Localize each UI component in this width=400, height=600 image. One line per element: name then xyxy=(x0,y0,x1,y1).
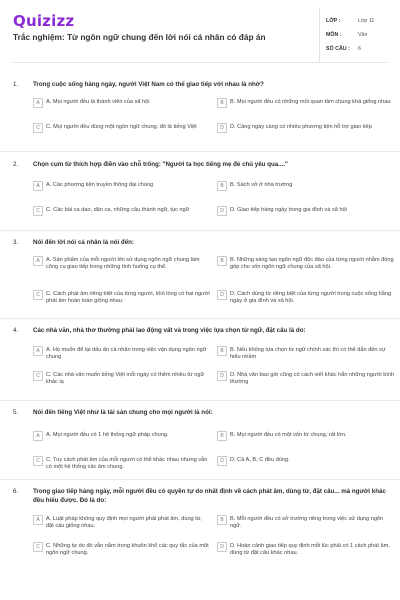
option-text: C. Mọi người đều dùng một ngôn ngữ chung, đó là tiếng Việt xyxy=(46,124,197,130)
question-number: 5. xyxy=(13,409,19,416)
option-letter-box[interactable]: D xyxy=(217,290,227,300)
question-4 xyxy=(13,326,395,386)
option-text: A. Sản phẩm của mỗi người khi sử dụng ngôn ngữ chung làm công cụ giao tiếp trong những tình huống cụ thể. xyxy=(46,257,200,271)
option-letter-box[interactable]: D xyxy=(217,456,227,466)
option-text: C. Các bài ca dao, dân ca, những câu thành ngữ, tục ngữ xyxy=(46,207,190,213)
option-text: A. Luật pháp không quy định mọi người phải phát âm, dùng từ, đặt câu giống nhau. xyxy=(46,516,203,530)
option-letter-box[interactable]: A xyxy=(33,256,43,266)
option-letter-box[interactable]: D xyxy=(217,371,227,381)
option-d[interactable] xyxy=(217,542,395,557)
option-letter-box[interactable]: A xyxy=(33,98,43,108)
option-b[interactable] xyxy=(217,98,395,106)
question-1 xyxy=(13,80,391,131)
option-a[interactable] xyxy=(33,515,211,530)
divider xyxy=(0,479,400,480)
option-letter-box[interactable]: C xyxy=(33,456,43,466)
option-text: D. Nhà văn bao giờ cũng có cách viết khác hẳn những người bình thường xyxy=(230,372,395,386)
option-letter-box[interactable]: B xyxy=(217,346,227,356)
question-number: 3. xyxy=(13,239,19,246)
option-d[interactable] xyxy=(217,290,395,305)
meta-grade xyxy=(326,18,387,32)
option-text: A. Mọi người đều là thành viên của xã hội xyxy=(46,99,150,105)
option-letter-box[interactable]: B xyxy=(217,98,227,108)
option-text: D. Hoàn cảnh giao tiếp quy định mỗi lúc phải có 1 cách phát âm, dùng từ đặt câu khác nhau. xyxy=(230,543,390,557)
option-letter-box[interactable]: A xyxy=(33,431,43,441)
meta-value: 6 xyxy=(358,46,361,52)
option-text: C. Những tự do đó vẫn nằm trong khuôn khổ các quy tắc của một ngôn ngữ chung. xyxy=(46,543,209,557)
option-text: D. Càng ngày càng có nhiều phương tiện hỗ trợ giao tiếp xyxy=(230,124,372,130)
option-letter-box[interactable]: A xyxy=(33,346,43,356)
option-text: C. Tuy cách phát âm của mỗi người có thể khác nhau nhưng vẫn có một hệ thống các âm chung. xyxy=(46,457,208,471)
option-b[interactable] xyxy=(217,346,395,361)
option-text: A. Các phương tiện truyền thông đại chúng xyxy=(46,182,154,188)
question-text: Nói đến tiếng Việt như là tài sản chung cho mọi người là nói: xyxy=(33,409,213,416)
option-text: C. Cách phát âm riêng biệt của từng người, khó lòng có hai người phát âm hoàn toàn giống nhau. xyxy=(46,291,210,305)
option-d[interactable] xyxy=(217,456,395,464)
option-text: B. Những sáng tạo ngôn ngữ độc đáo của từng người nhằm đóng góp cho vốn ngôn ngữ chung của xã hội. xyxy=(230,257,394,271)
option-letter-box[interactable]: B xyxy=(217,181,227,191)
option-b[interactable] xyxy=(217,515,395,530)
option-c[interactable] xyxy=(33,371,211,386)
option-text: A. Họ muốn để lại dấu ấn cá nhân trong việc vận dụng ngôn ngữ chung xyxy=(46,347,207,361)
option-letter-box[interactable]: C xyxy=(33,206,43,216)
meta-label: SỐ CÂU : xyxy=(326,46,350,52)
question-number: 1. xyxy=(13,81,19,88)
option-d[interactable] xyxy=(217,371,395,386)
divider xyxy=(0,400,400,401)
option-c[interactable] xyxy=(33,206,211,214)
divider xyxy=(0,230,400,231)
option-text: C. Các nhà văn muốn tiếng Việt mỗi ngày có thêm nhiều từ ngữ khác lạ xyxy=(46,372,205,386)
meta-box xyxy=(319,8,387,62)
option-text: B. Mọi người đều có một vốn từ chung, rất lớn. xyxy=(230,432,347,438)
option-b[interactable] xyxy=(217,256,395,271)
option-a[interactable] xyxy=(33,181,211,189)
divider xyxy=(0,318,400,319)
option-letter-box[interactable]: A xyxy=(33,181,43,191)
option-text: B. Nếu không lựa chọn từ ngữ chính xác thì có thể dẫn đến sự hiểu nhầm xyxy=(230,347,386,361)
question-3 xyxy=(13,238,394,305)
option-letter-box[interactable]: A xyxy=(33,515,43,525)
option-a[interactable] xyxy=(33,431,211,439)
option-letter-box[interactable]: C xyxy=(33,290,43,300)
question-text: Chọn cụm từ thích hợp điền vào chỗ trống: "Người ta học tiếng mẹ đẻ chủ yếu qua...." xyxy=(33,161,288,168)
option-letter-box[interactable]: D xyxy=(217,206,227,216)
option-text: B. Mỗi người đều có sở trường riêng trong việc sử dụng ngôn ngữ. xyxy=(230,516,384,530)
option-text: A. Mọi người đều có 1 hệ thống ngữ pháp chung. xyxy=(46,432,169,438)
option-c[interactable] xyxy=(33,123,211,131)
option-d[interactable] xyxy=(217,206,395,214)
option-letter-box[interactable]: B xyxy=(217,515,227,525)
question-text: Trong cuộc sống hàng ngày, người Việt Nam có thể giao tiếp với nhau là nhờ? xyxy=(33,81,264,88)
question-2 xyxy=(13,160,387,214)
option-letter-box[interactable]: C xyxy=(33,123,43,133)
meta-value: Lớp 11 xyxy=(358,18,375,24)
option-letter-box[interactable]: B xyxy=(217,256,227,266)
option-letter-box[interactable]: D xyxy=(217,123,227,133)
worksheet-header xyxy=(13,0,387,63)
meta-label: LỚP : xyxy=(326,18,341,24)
option-letter-box[interactable]: D xyxy=(217,542,227,552)
option-a[interactable] xyxy=(33,346,211,361)
question-6 xyxy=(13,487,390,557)
meta-question-count xyxy=(326,46,387,60)
option-text: D. Cách dùng từ riêng biệt của từng người trong cuộc sống hằng ngày ở gia đình và xã hội. xyxy=(230,291,392,305)
option-c[interactable] xyxy=(33,542,211,557)
option-c[interactable] xyxy=(33,290,211,305)
option-b[interactable] xyxy=(217,181,395,189)
divider xyxy=(0,151,400,152)
question-number: 4. xyxy=(13,327,19,334)
option-d[interactable] xyxy=(217,123,395,131)
meta-subject xyxy=(326,32,387,46)
question-text: Nói đến lời nói cá nhân là nói đến: xyxy=(33,239,134,246)
option-letter-box[interactable]: C xyxy=(33,371,43,381)
quizizz-logo: Quizizz xyxy=(13,12,75,30)
question-5 xyxy=(13,408,387,471)
option-text: B. Mọi người đều có những mối quan tâm chung khá giống nhau xyxy=(230,99,391,105)
question-number: 6. xyxy=(13,488,19,495)
option-letter-box[interactable]: B xyxy=(217,431,227,441)
meta-value: Văn xyxy=(358,32,368,38)
option-text: D. Cả A, B, C đều đúng. xyxy=(230,457,290,463)
option-b[interactable] xyxy=(217,431,395,439)
page-title: Trắc nghiệm: Từ ngôn ngữ chung đến lời nói cá nhân có đáp án xyxy=(13,32,266,42)
question-number: 2. xyxy=(13,161,19,168)
option-text: B. Sách vở ở nhà trường xyxy=(230,182,293,188)
question-text: Trong giao tiếp hàng ngày, mỗi người đều có quyền tự do nhất định về cách phát âm, dùng từ, đặt câu... mà người khác đều hiểu được. Đó là do: xyxy=(33,488,386,504)
option-c[interactable] xyxy=(33,456,211,471)
option-text: D. Giao tiếp hàng ngày trong gia đình và xã hội xyxy=(230,207,347,213)
option-a[interactable] xyxy=(33,256,211,271)
option-letter-box[interactable]: C xyxy=(33,542,43,552)
option-a[interactable] xyxy=(33,98,211,106)
question-text: Các nhà văn, nhà thơ thường phải lao động vất vả trong việc lựa chọn từ ngữ, đặt câu là do: xyxy=(33,327,306,334)
meta-label: MÔN : xyxy=(326,32,342,38)
